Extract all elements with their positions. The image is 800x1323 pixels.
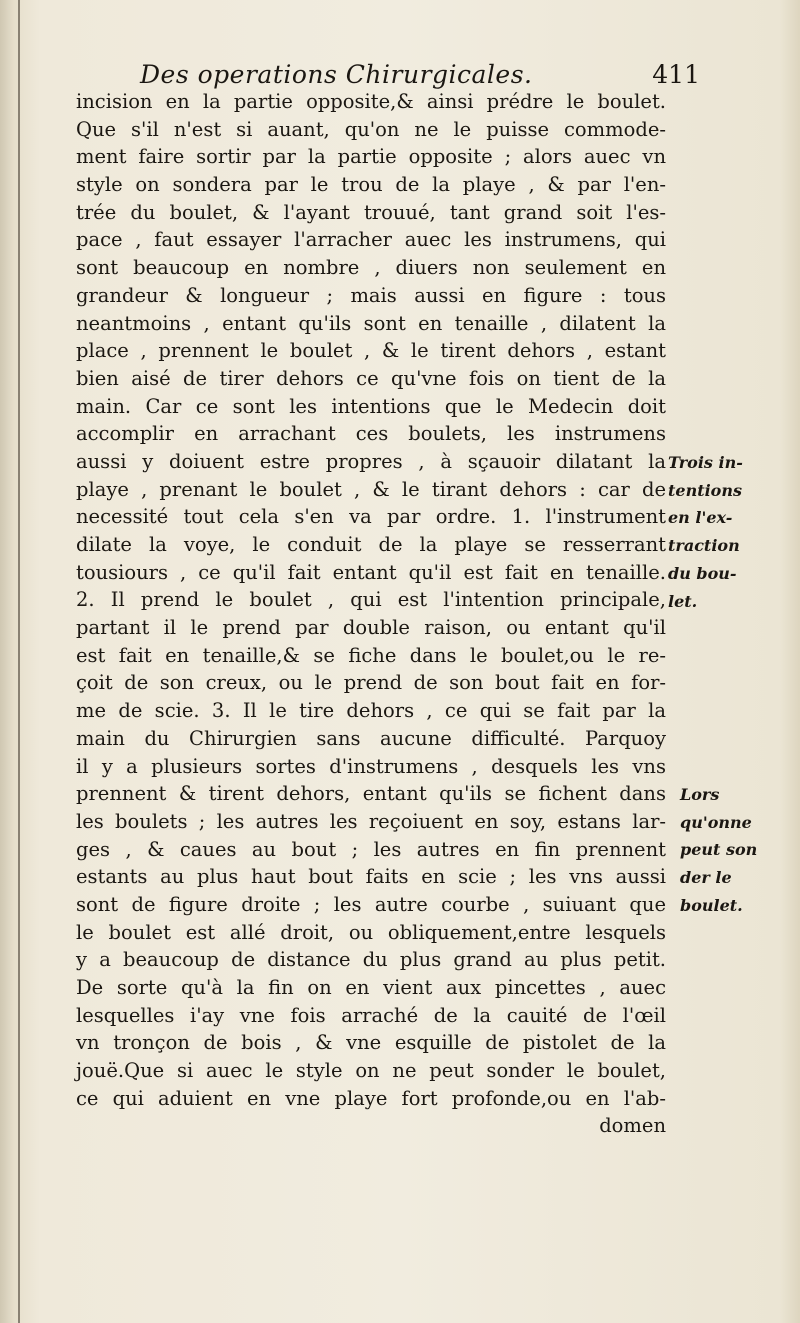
text-line: place , prennent le boulet , & le tirent dehors , estant	[76, 339, 666, 363]
text-line: estants au plus haut bout faits en scie ; les vns aussi	[76, 865, 666, 889]
margin-note-line: der le	[680, 868, 732, 888]
margin-note-line: Lors	[680, 785, 720, 804]
text-line: grandeur & longueur ; mais aussi en figure : tous	[76, 283, 666, 307]
text-line: est fait en tenaille,& se fiche dans le boulet,ou le re-	[76, 643, 666, 667]
text-line: ges , & caues au bout ; les autres en fin prennent	[76, 837, 666, 861]
page-binding-edge	[18, 0, 20, 1323]
margin-note-line: peut son	[680, 840, 758, 860]
text-line: trée du boulet, & l'ayant trouué, tant grand soit l'es-	[76, 200, 666, 224]
text-line: prennent & tirent dehors, entant qu'ils se fichent dans	[76, 782, 666, 806]
margin-note-line: boulet.	[680, 895, 743, 915]
text-line: necessité tout cela s'en va par ordre. 1. l'instrument	[76, 505, 666, 529]
text-line: pace , faut essayer l'arracher auec les instrumens, qui	[76, 228, 666, 252]
margin-note-sounding	[680, 781, 757, 920]
margin-note-line: qu'onne	[680, 812, 752, 832]
body-text	[76, 88, 666, 1140]
margin-note-line: en l'ex-	[668, 508, 733, 528]
text-line: jouë.Que si auec le style on ne peut sonder le boulet,	[76, 1059, 666, 1083]
text-line: bien aisé de tirer dehors ce qu'vne fois on tient de la	[76, 366, 666, 390]
margin-note-line: let.	[668, 591, 698, 611]
text-line: style on sondera par le trou de la playe , & par l'en-	[76, 173, 666, 197]
text-line: tousiours , ce qu'il fait entant qu'il est fait en tenaille.	[76, 560, 666, 584]
text-line: dilate la voye, le conduit de la playe se resserrant	[76, 533, 666, 556]
margin-note-extraction	[668, 449, 743, 615]
text-line: y a beaucoup de distance du plus grand au plus petit.	[76, 948, 666, 972]
text-line: sont de figure droite ; les autre courbe , suiuant que	[76, 892, 666, 916]
margin-note-line: tentions	[668, 480, 742, 500]
text-line: main du Chirurgien sans aucune difficulté. Parquoy	[76, 726, 666, 750]
text-line: main. Car ce sont les intentions que le Medecin doit	[76, 394, 666, 418]
text-line: vn tronçon de bois , & vne esquille de pistolet de la	[76, 1031, 666, 1055]
text-line: neantmoins , entant qu'ils sont en tenaille , dilatent la	[76, 311, 666, 335]
text-line: Que s'il n'est si auant, qu'on ne le puisse commode-	[76, 117, 666, 141]
text-line: playe , prenant le boulet , & le tirant dehors : car de	[76, 477, 666, 501]
running-title: Des operations Chirurgicales.	[140, 60, 533, 89]
text-line: 2. Il prend le boulet , qui est l'intention principale,	[76, 588, 666, 612]
text-line: aussi y doiuent estre propres , à sçauoir dilatant la	[76, 449, 666, 473]
margin-note-line: du bou-	[668, 563, 737, 583]
text-line: il y a plusieurs sortes d'instrumens , desquels les vns	[76, 754, 666, 778]
text-line: çoit de son creux, ou le prend de son bout fait en for-	[76, 671, 666, 695]
text-line: les boulets ; les autres les reçoiuent en soy, estans lar-	[76, 809, 666, 833]
text-line: accomplir en arrachant ces boulets, les instrumens	[76, 422, 666, 446]
page-number: 411	[652, 60, 700, 89]
text-line: De sorte qu'à la fin on en vient aux pincettes , auec	[76, 976, 666, 999]
text-line: ment faire sortir par la partie opposite ; alors auec vn	[76, 145, 666, 169]
text-line: domen	[599, 1114, 666, 1138]
margin-note-line: Trois in-	[668, 453, 743, 472]
margin-note-line: traction	[668, 536, 740, 556]
text-line: lesquelles i'ay vne fois arraché de la cauité de l'œil	[76, 1003, 666, 1027]
text-line: le boulet est allé droit, ou obliquement,entre lesquels	[76, 920, 666, 944]
text-line: incision en la partie opposite,& ainsi prédre le boulet.	[76, 90, 666, 113]
text-line: me de scie. 3. Il le tire dehors , ce qui se fait par la	[76, 699, 666, 723]
text-line: sont beaucoup en nombre , diuers non seulement en	[76, 256, 666, 280]
text-line: ce qui aduient en vne playe fort profonde,ou en l'ab-	[76, 1086, 666, 1110]
text-line: partant il le prend par double raison, ou entant qu'il	[76, 616, 666, 640]
